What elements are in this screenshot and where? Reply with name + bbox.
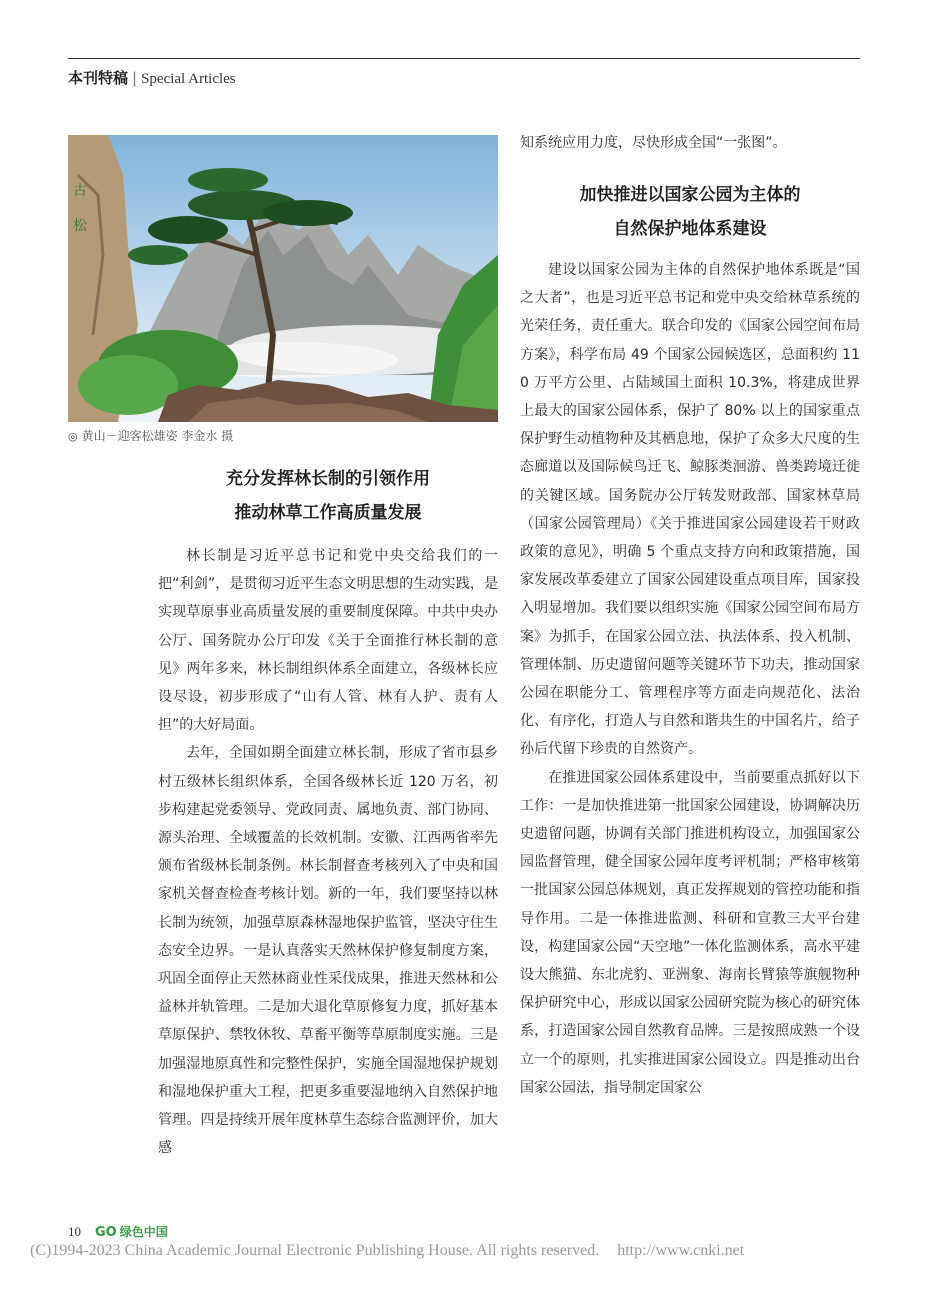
right-continuation-text xyxy=(520,129,860,157)
magazine-logo-mark: GO xyxy=(95,1225,117,1240)
left-heading xyxy=(158,462,498,530)
huangshan-pine-photo xyxy=(68,135,498,422)
section-name-en: Special Articles xyxy=(141,71,236,87)
svg-text:古: 古 xyxy=(73,183,87,199)
header-separator: | xyxy=(132,69,138,87)
copyright-text: (C)1994-2023 China Academic Journal Electronic Publishing House. All rights reserved. xyxy=(30,1242,600,1259)
caption-text: 黄山－迎客松雄姿 李金水 摄 xyxy=(81,429,234,443)
right-continuation: 知系统应用力度，尽快形成全国“一张图”。 xyxy=(520,135,787,151)
right-heading xyxy=(520,178,860,246)
watermark-url: http://www.cnki.net xyxy=(617,1242,745,1259)
right-paragraph-2: 在推进国家公园体系建设中，当前要重点抓好以下工作：一是加快推进第一批国家公园建设，协调解决历史遗留问题，协调有关部门推进机构设立，加强国家公园监督管理，健全国家公园年度考评机制；严格审核第一批国家公园总体规划，真正发挥规划的管控功能和指导作用。二是一体推进监测、科研和宣教三大平台建设，构建国家公园“天空地”一体化监测体系，高水平建设大熊猫、东北虎豹、亚洲象、海南长臂猿等旗舰物种保护研究中心，形成以国家公园研究院为核心的研究体系，打造国家公园自然教育品牌。三是按照成熟一个设立一个的原则，扎实推进国家公园设立。四是推动出台国家公园法，指导制定国家公 xyxy=(520,769,860,1096)
page-footer xyxy=(68,1222,168,1242)
magazine-logo-text: 绿色中国 xyxy=(119,1225,168,1239)
left-heading-line2: 推动林草工作高质量发展 xyxy=(234,503,422,523)
running-header xyxy=(68,68,236,88)
camera-icon: ◎ xyxy=(68,430,78,443)
right-paragraph-1: 建设以国家公园为主体的自然保护地体系既是“国之大者”，也是习近平总书记和党中央交给林草系统的光荣任务，责任重大。联合印发的《国家公园空间布局方案》，科学布局 49 个国家公园候选区，总面积约 110 万平方公里、占陆域国土面积 10.3%，将建成世界上最大的国家公园体系，保护了 80% 以上的国家重点保护野生动植物种及其栖息地，保护了众多大尺度的生态廊道以及国际候鸟迁飞、鲸豚类洄游、兽类跨境迁徙的关键区域。国务院办公厅转发财政部、国家林草局（国家公园管理局）《关于推进国家公园建设若干财政政策的意见》，明确 5 个重点支持方向和政策措施，国家发展改革委建立了国家公园建设重点项目库，国家投入明显增加。我们要以组织实施《国家公园空间布局方案》为抓手，在国家公园立法、执法体系、投入机制、管理体制、历史遗留问题等关键环节下功夫，推动国家公园在职能分工、管理程序等方面走向规范化、法治化、有序化，打造人与自然和谐共生的中国名片，给子孙后代留下珍贵的自然资产。 xyxy=(520,262,860,758)
left-heading-line1: 充分发挥林长制的引领作用 xyxy=(226,469,430,489)
left-paragraph-1: 林长制是习近平总书记和党中央交给我们的一把“利剑”，是贯彻习近平生态文明思想的生动实践，是实现草原事业高质量发展的重要制度保障。中共中央办公厅、国务院办公厅印发《关于全面推行林长制的意见》两年多来，林长制组织体系全面建立，各级林长应设尽设，初步形成了“山有人管、林有人护、责有人担”的大好局面。 xyxy=(158,548,498,734)
section-name-cn: 本刊特稿 xyxy=(68,69,129,87)
svg-text:松: 松 xyxy=(73,218,87,234)
left-paragraph-2: 去年，全国如期全面建立林长制，形成了省市县乡村五级林长组织体系，全国各级林长近 120 万名，初步构建起党委领导、党政同责、属地负责、部门协同、源头治理、全域覆盖的长效机制。安徽、江西两省率先颁布省级林长制条例。林长制督查考核列入了中央和国家机关督查检查考核计划。新的一年，我们要坚持以林长制为统领，加强草原森林湿地保护监管，坚决守住生态安全边界。一是认真落实天然林保护修复制度方案，巩固全面停止天然林商业性采伐成果，推进天然林和公益林并轨管理。二是加大退化草原修复力度，抓好基本草原保护、禁牧休牧、草畜平衡等草原制度实施。三是加强湿地原真性和完整性保护，实施全国湿地保护规划和湿地保护重大工程，把更多重要湿地纳入自然保护地管理。四是持续开展年度林草生态综合监测评价，加大感 xyxy=(158,745,498,1157)
header-rule xyxy=(68,58,860,59)
page-number: 10 xyxy=(68,1224,81,1239)
copyright-watermark xyxy=(30,1240,930,1262)
right-body-text xyxy=(520,256,860,1102)
right-heading-line1: 加快推进以国家公园为主体的 xyxy=(579,185,801,205)
right-heading-line2: 自然保护地体系建设 xyxy=(613,219,767,239)
photo-caption xyxy=(68,428,498,445)
left-body-text xyxy=(158,542,498,1162)
